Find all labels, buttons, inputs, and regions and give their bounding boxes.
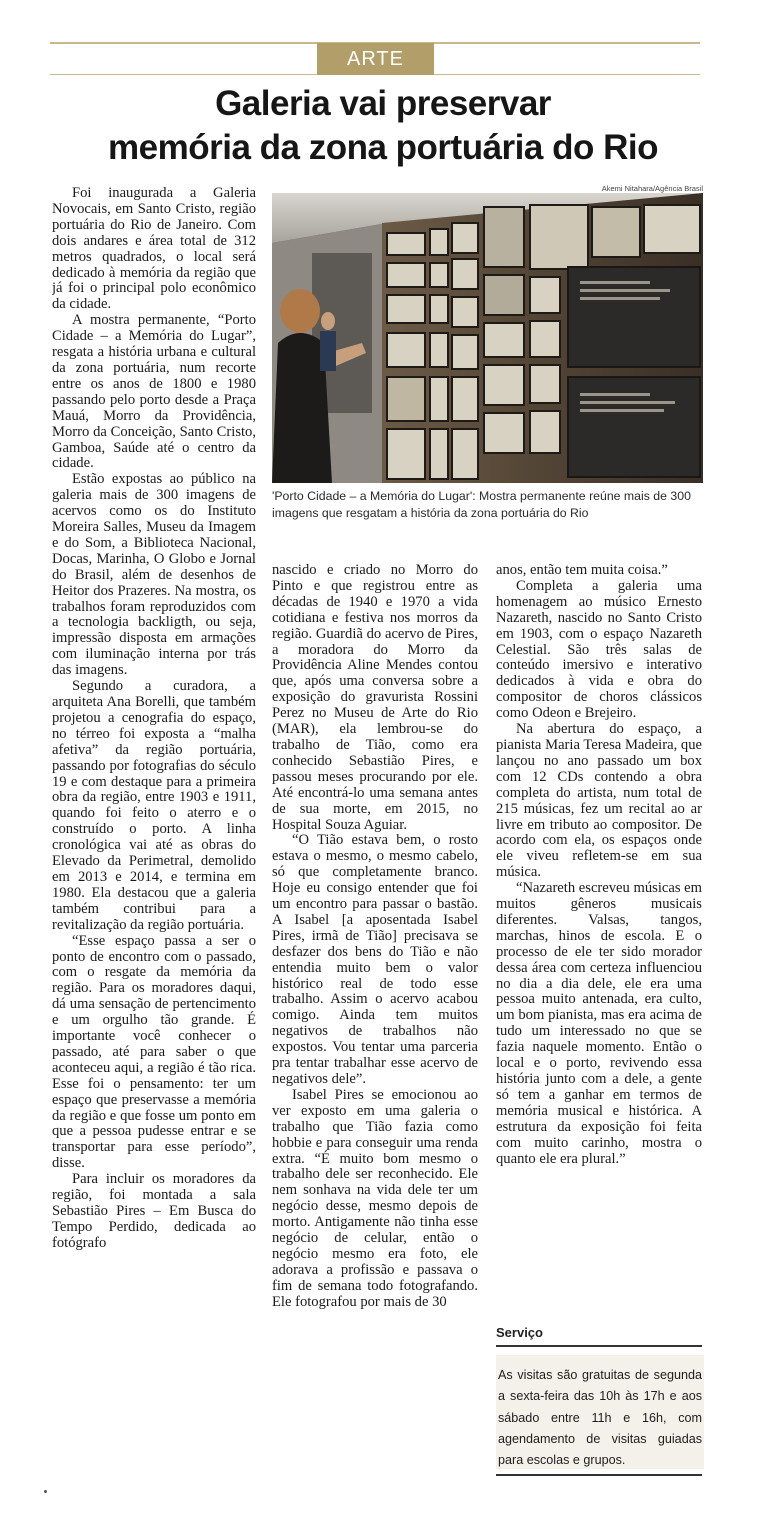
paragraph: Completa a galeria uma homenagem ao músico Ernesto Nazareth, nascido no Santo Cristo em 1903, com o espaço Nazareth Celestial. São três salas de conteúdo imersivo e interativo dedicados à vida e obra do compositor de choros clássicos como Odeon e Brejeiro. [496, 577, 702, 722]
headline-line-1: Galeria vai preservar [215, 84, 551, 123]
headline [40, 82, 726, 170]
paragraph: Estão expostas ao público na galeria mais de 300 imagens de acervos como os do Instituto Moreira Salles, Museu da Imagem e do Som, a Biblioteca Nacional, Docas, Marinha, O Globo e Jornal do Brasil, além de desenhos de Heitor dos Prazeres. Na mostra, os trabalhos foram reproduzidos com a tecnologia backligth, ou seja, impressão disposta em armações com iluminação interna por trás das imagens. [52, 471, 256, 679]
article-column-3 [496, 563, 702, 1313]
paragraph: nascido e criado no Morro do Pinto e que registrou entre as décadas de 1940 e 1970 a vida cotidiana e festiva nos morros da região. Guardiã do acervo de Pires, a moradora do Morro da Providência Aline Mendes contou que, após uma conversa sobre a exposição do gravurista Rossini Perez no Museu de Arte do Rio (MAR), ela lembrou-se do trabalho de Tião, como era conhecido Sebastião Pires, e passou meses procurando por ele. Até encontrá-lo uma semana antes de sua morte, em 2015, no Hospital Souza Aguiar. [272, 563, 478, 833]
page-dot [44, 1490, 47, 1493]
paragraph: Foi inaugurada a Galeria Novocais, em Santo Cristo, região portuária do Rio de Janeiro. Com dois andares e área total de 312 metros quadrados, o local será dedicado à memória da região que já foi o principal polo econômico da cidade. [52, 186, 256, 313]
gallery-photo-illustration [272, 193, 703, 483]
paragraph: anos, então tem muita coisa.” [496, 563, 668, 578]
section-tag: ARTE [317, 43, 434, 75]
paragraph: Segundo a curadora, a arquiteta Ana Borelli, que também projetou a cenografia do espaço, no térreo foi exposta a “malha afetiva” da região portuária, passando por fotografias do século 19 e com destaque para a primeira obra da região, entre 1903 e 1911, quando foi feito o aterro e o construído o porto. A linha cronológica vai até as obras do Elevado da Perimetral, demolido em 2013 e 2014, e termina em 1980. Ela destacou que a galeria também contribui para a revitalização da região portuária. [52, 678, 256, 933]
servico-bottom-rule [496, 1474, 702, 1476]
photo-credit: Akemi Nitahara/Agência Brasil [601, 184, 703, 193]
paragraph: “O Tião estava bem, o rosto estava o mesmo, o mesmo cabelo, só que completamente branco. Hoje eu consigo entender que foi um encontro para passar o bastão. A Isabel [a aposentada Isabel Pires, irmã de Tião] precisava se desfazer dos bens do Tião e não entendia muito bem o valor histórico real de todo esse trabalho. Assim o acervo acabou comigo. Ainda tem muitos negativos de trabalhos não expostos. Vou tentar uma parceria pra tentar trabalhar esse acervo de negativos dele”. [272, 832, 478, 1087]
article-column-1 [52, 186, 256, 1476]
paragraph: Para incluir os moradores da região, foi montada a sala Sebastião Pires – Em Busca do Tempo Perdido, dedicada ao fotógrafo [52, 1171, 256, 1251]
paragraph: “Esse espaço passa a ser o ponto de encontro com o passado, com o resgate da memória da região. Para os moradores daqui, dá uma sensação de pertencimento e um orgulho tão grande. É importante você conhecer o passado, até para saber o que aconteceu aqui, a região é tão rica. Esse foi o pensamento: ter um espaço que preservasse a memória da região e que fosse um ponto em que a pessoa pudesse entrar e se transportar para esse período”, disse. [52, 932, 256, 1172]
paragraph: Na abertura do espaço, a pianista Maria Teresa Madeira, que lançou no ano passado um box com 12 CDs contendo a obra completa do artista, num total de 215 músicas, fez um recital ao ar livre em tributo ao compositor. De acordo com ela, os espaços onde ele viveu refletem-se em sua música. [496, 721, 702, 881]
headline-line-2: memória da zona portuária do Rio [108, 128, 658, 167]
gallery-photo [272, 193, 703, 483]
servico-text: As visitas são gratuitas de segunda a sexta-feira das 10h às 17h e aos sábado entre 11h e 16h, com agendamento de visitas guiadas para escolas e grupos. [498, 1368, 702, 1468]
paragraph: “Nazareth escreveu músicas em muitos gêneros musicais diferentes. Valsas, tangos, marchas, hinos de escola. E o processo de ele ter sido morador dessa área com certeza influenciou no dia a dia dele, ele era uma pessoa muito antenada, era culto, um bom pianista, mas era acima de tudo um interessado no que se fazia naquele momento. Então o local e o porto, revivendo essa história junto com a dele, a gente só tem a ganhar em termos de memória musical e histórica. A estrutura da exposição foi feita com muito carinho, mostra o quanto ele era plural.” [496, 880, 702, 1167]
servico-rule [496, 1345, 702, 1347]
paragraph: A mostra permanente, “Porto Cidade – a Memória do Lugar”, resgata a história urbana e cultural da zona portuária, num recorte entre os anos de 1800 e 1980 passando pelo porto desde a Praça Mauá, Morro da Providência, Morro da Conceição, Santo Cristo, Gamboa, Saúde até o centro da cidade. [52, 312, 256, 472]
photo-caption: 'Porto Cidade – a Memória do Lugar': Mostra permanente reúne mais de 300 imagens que resgatam a história da zona portuária do Rio [272, 489, 691, 520]
article-column-2 [272, 563, 478, 1486]
paragraph: Isabel Pires se emocionou ao ver exposto em uma galeria o trabalho que Tião fazia como hobbie e para conseguir uma renda extra. “É muito bom mesmo o trabalho dele ser reconhecido. Ele nem sonhava na vida dele ter um negócio desse, mesmo depois de morto. Antigamente não tinha esse negócio de celular, então o negócio mesmo era foto, ele adorava a profissão e passava o fim de semana todo fotografando. Ele fotografou por mais de 30 [272, 1086, 478, 1310]
servico-title: Serviço [496, 1325, 543, 1340]
